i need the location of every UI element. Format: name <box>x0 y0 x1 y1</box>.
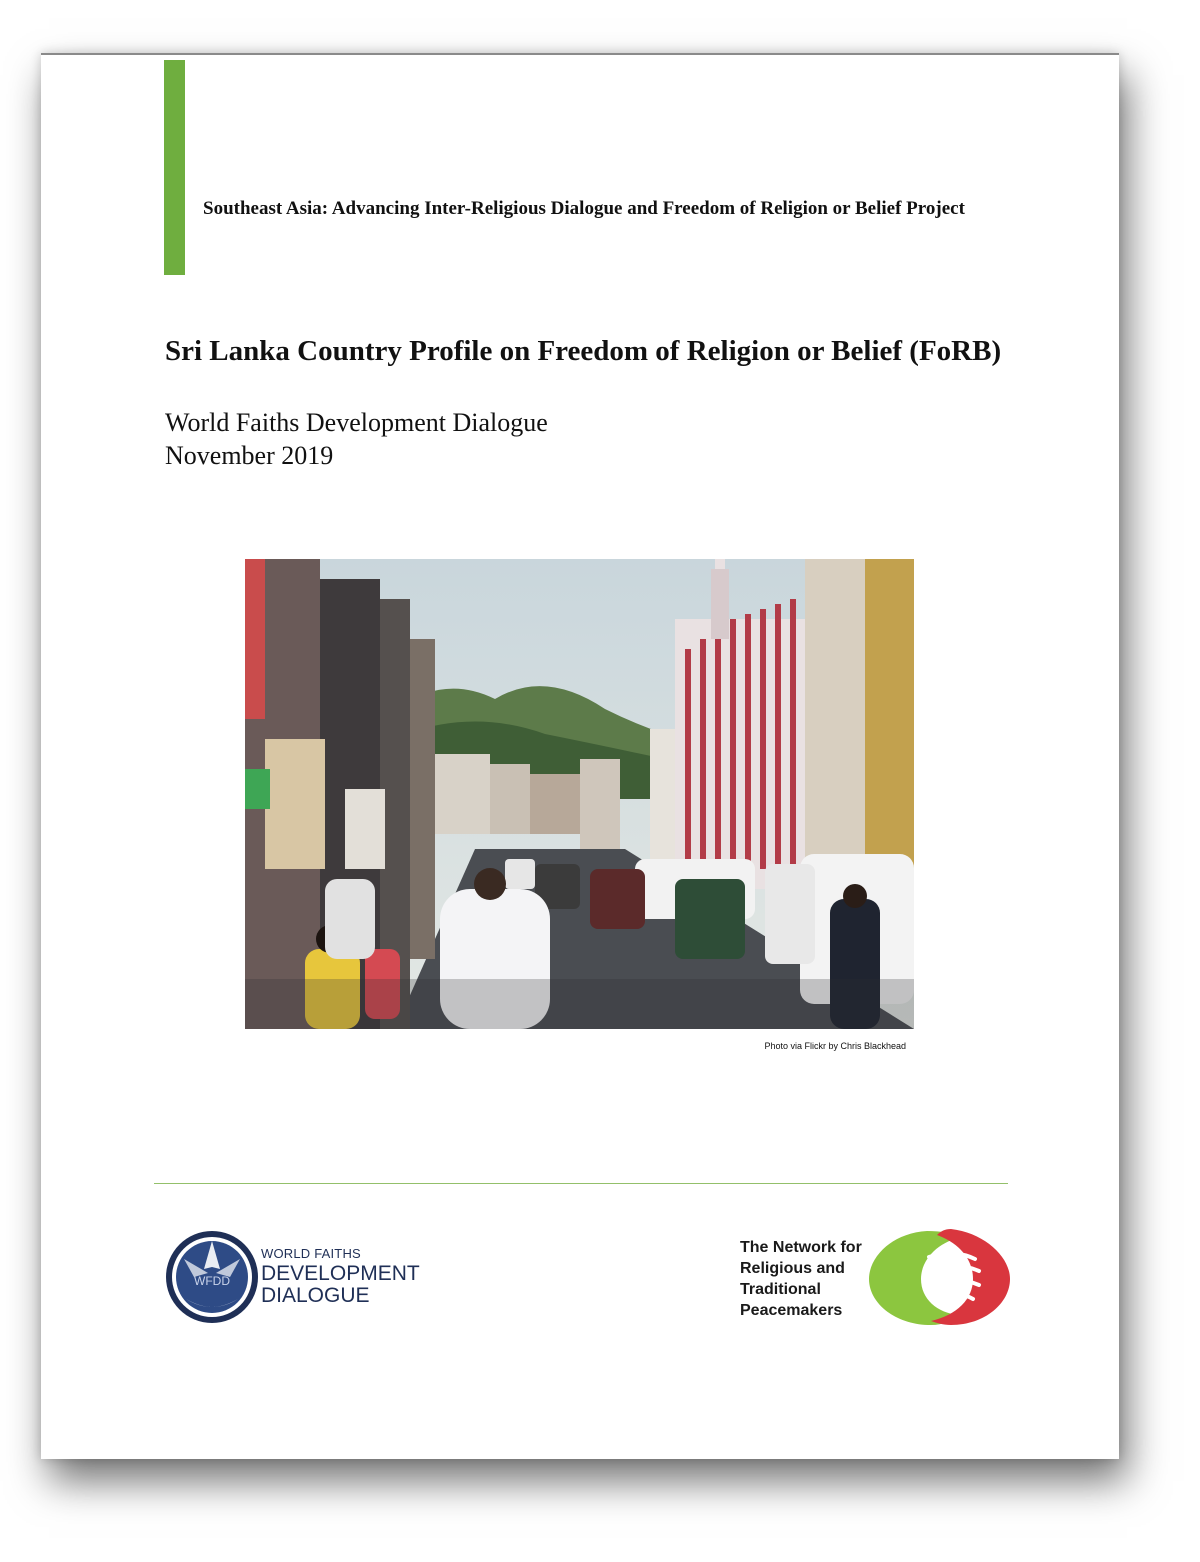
document-date: November 2019 <box>165 441 334 470</box>
document-title: Sri Lanka Country Profile on Freedom of Religion or Belief (FoRB) <box>165 335 1002 367</box>
wfdd-logo <box>164 1229 420 1325</box>
document-organization: World Faiths Development Dialogue <box>165 408 548 437</box>
project-title: Southeast Asia: Advancing Inter-Religious Dialogue and Freedom of Religion or Belief Project <box>203 198 965 219</box>
wfdd-line-3: DIALOGUE <box>261 1284 370 1307</box>
accent-bar <box>164 60 185 275</box>
photo-credit: Photo via Flickr by Chris Blackhead <box>764 1041 906 1051</box>
document-page <box>41 53 1119 1459</box>
wfdd-line-1: WORLD FAITHS <box>261 1246 361 1261</box>
cover-photo <box>245 559 914 1029</box>
nrtp-hands-icon <box>867 1227 1012 1327</box>
nrtp-line-4: Peacemakers <box>740 1302 843 1319</box>
nrtp-line-1: The Network for <box>740 1239 862 1256</box>
nrtp-line-3: Traditional <box>740 1281 821 1298</box>
wfdd-monogram: WFDD <box>194 1274 230 1288</box>
wfdd-wordmark <box>261 1247 420 1306</box>
wfdd-line-2: DEVELOPMENT <box>261 1262 420 1285</box>
nrtp-wordmark <box>740 1237 880 1321</box>
footer-divider <box>154 1183 1008 1184</box>
nrtp-line-2: Religious and <box>740 1260 845 1277</box>
wfdd-globe-icon <box>164 1229 260 1325</box>
